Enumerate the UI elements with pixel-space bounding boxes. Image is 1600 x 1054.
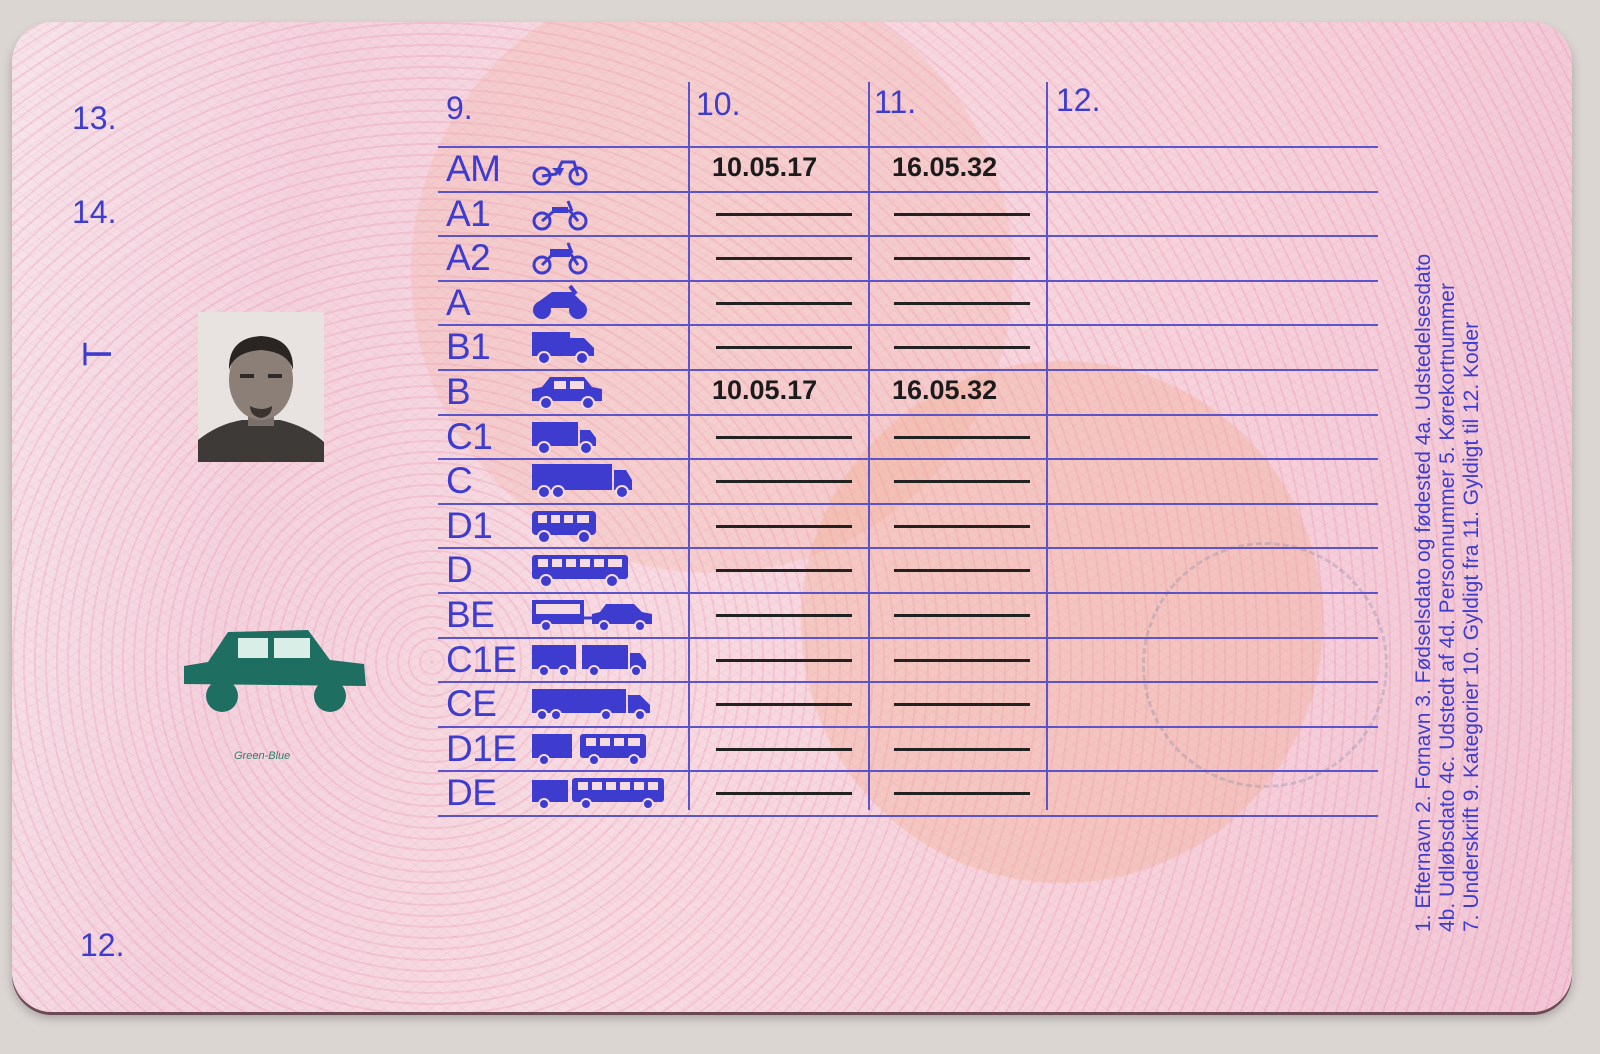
valid-from-date: 10.05.17 [712, 375, 818, 405]
header-9: 9. [446, 90, 473, 126]
void-line [894, 346, 1030, 349]
light-motorcycle-icon [530, 195, 590, 231]
category-row [438, 592, 1378, 636]
legend-line: 7. Underskrift 9. Kategorier 10. Gyldigt fra 11. Gyldigt til 12. Koder [1460, 321, 1483, 932]
categories-table [438, 82, 1378, 812]
legend-line: 4b. Udløbsdato 4c. Udstedt af 4d. Personnummer 5. Kørekortnummer [1436, 283, 1459, 932]
category-code: D1 [446, 504, 493, 546]
driving-licence-back [12, 22, 1572, 1012]
void-line [716, 703, 852, 706]
category-row [438, 414, 1378, 458]
void-line [894, 792, 1030, 795]
category-code: D1E [446, 727, 517, 769]
medium-motorcycle-icon [530, 239, 590, 275]
category-code: B [446, 371, 471, 412]
category-row [438, 503, 1378, 547]
category-row [438, 280, 1378, 324]
light-truck-trailer-icon [530, 641, 648, 677]
light-truck-icon [530, 418, 598, 454]
header-12: 12. [1056, 82, 1101, 118]
t-mark: T [76, 341, 120, 367]
category-row [438, 726, 1378, 770]
row-divider [438, 815, 1378, 817]
void-line [716, 525, 852, 528]
motorcycle-icon [530, 284, 590, 320]
void-line [716, 257, 852, 260]
minibus-trailer-icon [530, 730, 648, 766]
category-row [438, 324, 1378, 368]
void-line [716, 569, 852, 572]
void-line [716, 346, 852, 349]
moped-icon [530, 150, 590, 186]
truck-icon [530, 462, 634, 498]
void-line [894, 213, 1030, 216]
bus-trailer-icon [530, 774, 666, 810]
void-line [894, 569, 1030, 572]
void-line [716, 480, 852, 483]
truck-trailer-icon [530, 685, 654, 721]
void-line [716, 302, 852, 305]
category-code: D [446, 549, 473, 591]
green-car-icon [180, 622, 370, 722]
valid-from-date: 10.05.17 [712, 152, 818, 182]
category-code: A2 [446, 237, 491, 279]
header-10: 10. [696, 86, 741, 122]
category-row [438, 458, 1378, 502]
category-code: C1E [446, 638, 517, 680]
category-code: AM [446, 148, 501, 189]
category-code: C1 [446, 415, 493, 457]
void-line [716, 213, 852, 216]
category-row [438, 146, 1378, 190]
field-13-label: 13. [72, 100, 117, 136]
void-line [894, 436, 1030, 439]
category-code: B1 [446, 326, 491, 368]
category-code: DE [446, 772, 497, 814]
green-blue-label: Green-Blue [234, 750, 291, 762]
header-11: 11. [874, 84, 917, 120]
car-icon [530, 373, 604, 409]
void-line [894, 525, 1030, 528]
void-line [894, 480, 1030, 483]
category-row [438, 547, 1378, 591]
category-code: BE [446, 594, 495, 635]
legend-line: 1. Efternavn 2. Fornavn 3. Fødselsdato og fødested 4a. Udstedelsesdato [1412, 253, 1435, 932]
category-code: CE [446, 683, 497, 725]
portrait-icon [198, 312, 324, 462]
category-row [438, 191, 1378, 235]
void-line [716, 659, 852, 662]
void-line [894, 748, 1030, 751]
car-trailer-icon [530, 596, 654, 632]
holder-photo [198, 312, 324, 462]
void-line [894, 257, 1030, 260]
category-row [438, 770, 1378, 814]
void-line [894, 614, 1030, 617]
category-code: A1 [446, 192, 491, 234]
void-line [894, 703, 1030, 706]
void-line [894, 659, 1030, 662]
field-14-label: 14. [72, 194, 117, 230]
valid-to-date: 16.05.32 [892, 152, 998, 182]
void-line [716, 436, 852, 439]
field-12-label: 12. [80, 927, 125, 963]
category-row [438, 235, 1378, 279]
category-code: C [446, 460, 473, 502]
field-legend [1412, 92, 1484, 932]
void-line [894, 302, 1030, 305]
minibus-icon [530, 507, 598, 543]
bus-icon [530, 551, 630, 587]
category-row [438, 637, 1378, 681]
valid-to-date: 16.05.32 [892, 375, 998, 405]
category-row [438, 369, 1378, 413]
void-line [716, 748, 852, 751]
category-row [438, 681, 1378, 725]
small-van-icon [530, 328, 596, 364]
void-line [716, 792, 852, 795]
void-line [716, 614, 852, 617]
category-code: A [446, 281, 471, 323]
